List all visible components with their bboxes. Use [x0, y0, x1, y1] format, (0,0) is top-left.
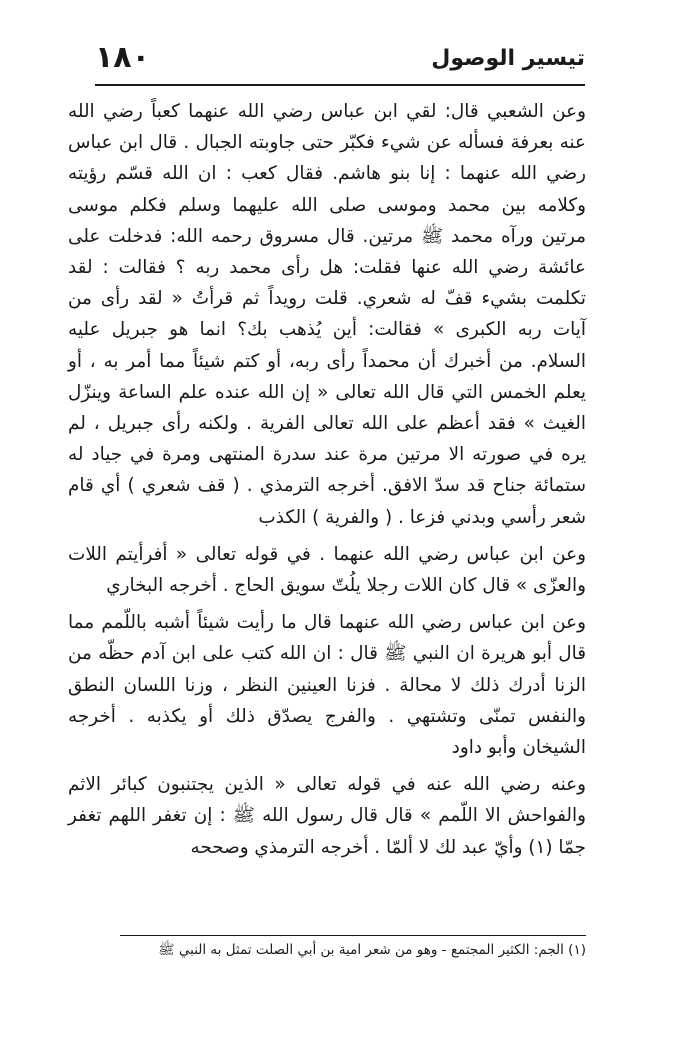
footnote-rule — [120, 935, 586, 936]
footnote: (١) الجم: الكثير المجتمع - وهو من شعر امية بن أبي الصلت تمثل به النبي ﷺ — [158, 942, 586, 958]
body-text — [68, 96, 586, 863]
header-rule — [95, 84, 585, 86]
paragraph-shabi-hadith: وعن الشعبي قال: لقي ابن عباس رضي الله عنهما كعباً رضي الله عنه بعرفة فسأله عن شيء فكبّر حتى جاوبته الجبال . قال ابن عباس رضي الله عنهما : إنا بنو هاشم. فقال كعب : ان الله قسّم رؤيته وكلامه بين محمد وموسى صلى الله عليهما وسلم فكلم موسى مرتين ورآه محمد ﷺ مرتين. قال مسروق رحمه الله: فدخلت على عائشة رضي الله عنها فقلت: هل رأى محمد ربه ؟ فقالت : لقد تكلمت بشيء قفّ له شعري. قلت رويداً ثم قرأتُ « لقد رأى من آيات ربه الكبرى » فقالت: أين يُذهب بك؟ انما هو جبريل عليه السلام. من أخبرك أن محمداً رأى ربه، أو كتم شيئاً مما أمر به ، أو يعلم الخمس التي قال الله تعالى « إن الله عنده علم الساعة وينزّل الغيث » فقد أعظم على الله تعالى الفرية . ولكنه رأى جبريل ، لم يره في صورته الا مرتين مرة عند سدرة المنتهى ومرة في جياد له ستمائة جناح قد سدّ الافق. أخرجه الترمذي . ( قف شعري ) أي قام شعر رأسي وبدني فزعا . ( والفرية ) الكذب — [68, 101, 586, 528]
paragraph-kabair-verse: وعنه رضي الله عنه في قوله تعالى « الذين يجتنبون كبائر الاثم والفواحش الا اللّمم » قال قال رسول الله ﷺ : إن تغفر اللهم تغفر جمّا (١) وأيّ عبد لك لا ألمّا . أخرجه الترمذي وصححه — [68, 774, 586, 858]
page-number: ١٨٠ — [95, 40, 150, 75]
paragraph-lamam-hadith: وعن ابن عباس رضي الله عنهما قال ما رأيت شيئاً أشبه باللّمم مما قال أبو هريرة ان النبي ﷺ قال : ان الله كتب على ابن آدم حظّه من الزنا أدرك ذلك لا محالة . فزنا العينين النظر ، وزنا اللسان النطق والنفس تمنّى وتشتهي . والفرج يصدّق ذلك أو يكذبه . أخرجه الشيخان وأبو داود — [68, 612, 586, 759]
page-header — [95, 38, 585, 82]
running-title: تيسير الوصول — [431, 46, 585, 71]
paragraph-allat-verse: وعن ابن عباس رضي الله عنهما . في قوله تعالى « أفرأيتم اللات والعزّى » قال كان اللات رجلا يلُتّ سويق الحاج . أخرجه البخاري — [68, 543, 586, 597]
